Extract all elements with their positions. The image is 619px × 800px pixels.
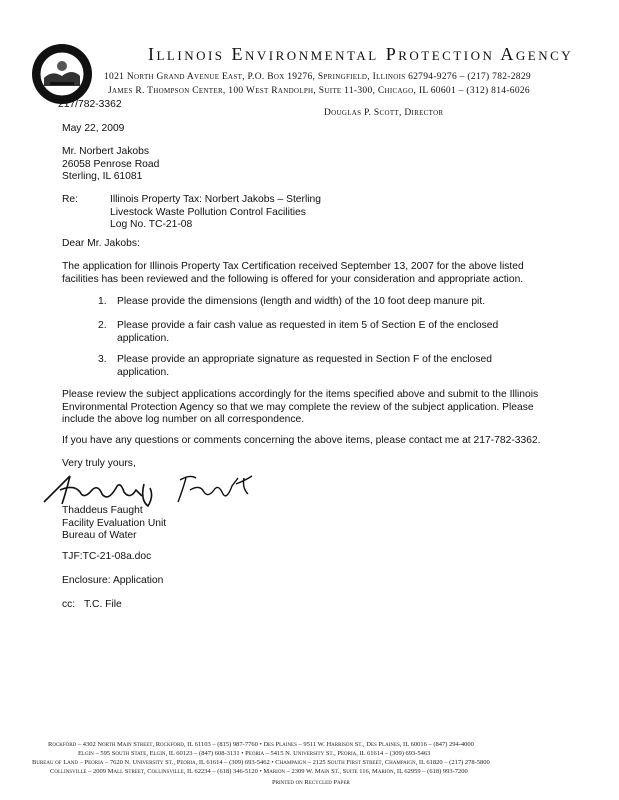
paragraph-line: The application for Illinois Property Tax Certification received September 13, 2007 for the above listed: [62, 261, 524, 272]
closing: Very truly yours,: [62, 458, 136, 469]
list-item-number: 3.: [98, 354, 107, 365]
footer-line: Elgin – 595 South State, Elgin, IL 60123 – (847) 608-3131 • Peoria – 5415 N. University St., Peoria, IL 61614 – (309) 693-5463: [78, 750, 431, 757]
re-line: Illinois Property Tax: Norbert Jakobs – Sterling: [110, 194, 321, 205]
handwritten-signature: [40, 466, 270, 510]
paragraph-line: facilities has been reviewed and the following is offered for your consideration and appropriate action.: [62, 273, 524, 285]
signer-bureau: Bureau of Water: [62, 530, 137, 542]
letter-date: May 22, 2009: [62, 123, 125, 134]
signer-block: [62, 505, 166, 543]
agency-name: Illinois Environmental Protection Agency: [148, 44, 574, 64]
list-item-line: Please provide the dimensions (length and width) of the 10 foot deep manure pit.: [117, 296, 486, 307]
director-name: Douglas P. Scott, Director: [324, 108, 444, 118]
agency-seal-logo: [30, 42, 94, 106]
enclosure-line: Enclosure: Application: [62, 575, 164, 586]
list-item-line: application.: [117, 366, 170, 378]
signer-unit: Facility Evaluation Unit: [62, 517, 167, 529]
recipient-line: Sterling, IL 61081: [62, 171, 143, 183]
paragraph-line: include the above log number on all correspondence.: [62, 414, 305, 426]
re-label: Re:: [62, 194, 79, 205]
intro-paragraph: [62, 261, 524, 286]
recipient-line: Mr. Norbert Jakobs: [62, 146, 149, 157]
footer-line: Bureau of Land – Peoria – 7620 N. University St., Peoria, IL 61614 – (309) 693-5462 • Champaign – 2125 South First Street, Champaign, IL 61820 – (217) 278-5800: [32, 759, 490, 766]
list-item-text: [117, 320, 498, 345]
agency-address-line-1: 1021 North Grand Avenue East, P.O. Box 19276, Springfield, Illinois 62794-9276 – (217) 782-2829: [104, 72, 531, 82]
list-item-text: [117, 296, 485, 309]
list-item-number: 2.: [98, 320, 107, 331]
footer-line: Rockford – 4302 North Main Street, Rockford, IL 61103 – (815) 987-7760 • Des Plaines – 9511 W. Harrison St., Des Plaines, IL 60016 – (847) 294-4000: [48, 741, 474, 748]
file-reference: TJF:TC-21-08a.doc: [62, 551, 152, 562]
re-line: Livestock Waste Pollution Control Facilities: [110, 206, 306, 218]
agency-phone: 217/782-3362: [58, 99, 122, 110]
recipient-line: 26058 Penrose Road: [62, 158, 160, 170]
recipient-block: [62, 146, 159, 184]
agency-address-line-2: James R. Thompson Center, 100 West Randolph, Suite 11-300, Chicago, IL 60601 – (312) 814-6026: [108, 86, 530, 96]
recycled-paper-note: Printed on Recycled Paper: [272, 779, 350, 786]
list-item-line: application.: [117, 332, 170, 344]
paragraph-line: Please review the subject applications accordingly for the items specified above and submit to the Illinois: [62, 389, 539, 400]
re-line: Log No. TC-21-08: [110, 219, 193, 231]
list-item-number: 1.: [98, 296, 107, 307]
paragraph-line: Environmental Protection Agency so that we may complete the review of the subject application. Please: [62, 401, 534, 413]
list-item-text: [117, 354, 492, 379]
salutation: Dear Mr. Jakobs:: [62, 238, 140, 249]
review-paragraph: [62, 389, 538, 427]
list-item-line: Please provide a fair cash value as requested in item 5 of Section E of the enclosed: [117, 320, 499, 331]
footer-line: Collinsville – 2009 Mall Street, Collinsville, IL 62234 – (618) 346-5120 • Marion – 2309 W. Main St., Suite 116, Marion, IL 62959 – (618) 993-7200: [50, 768, 468, 775]
cc-label: cc:: [62, 599, 76, 610]
list-item-line: Please provide an appropriate signature as requested in Section F of the enclosed: [117, 354, 492, 365]
questions-paragraph: If you have any questions or comments concerning the above items, please contact me at 217-782-3362.: [62, 435, 541, 446]
re-block: [110, 194, 321, 232]
signer-name: Thaddeus Faught: [62, 505, 143, 516]
cc-value: T.C. File: [84, 599, 122, 610]
